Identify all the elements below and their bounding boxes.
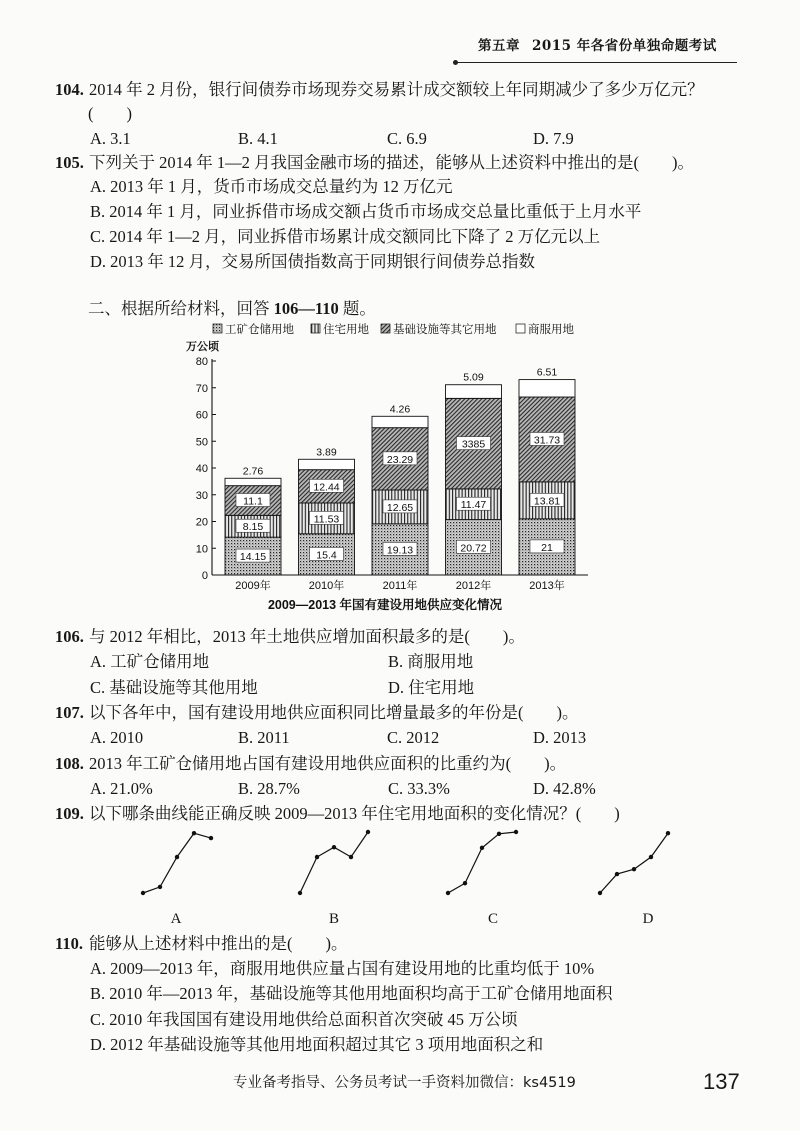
question-number: 106.	[55, 627, 84, 646]
y-tick-label: 20	[195, 516, 208, 529]
data-label-commercial: 2.76	[242, 465, 264, 478]
curve-point	[366, 830, 370, 834]
data-label-infrastructure: 12.44	[313, 481, 340, 494]
data-label-commercial: 4.26	[389, 403, 411, 416]
land-supply-stacked-bar-chart	[180, 318, 600, 616]
option-b: B. 2011	[238, 728, 290, 747]
running-header	[478, 36, 717, 56]
data-label-industrial: 19.13	[386, 544, 414, 557]
data-label-residential: 8.15	[242, 521, 264, 534]
option-b: B. 2010 年—2013 年，基础设施等其他用地面积均高于工矿仓储用地面积	[90, 984, 613, 1003]
curve-point	[615, 872, 619, 876]
question-text: 与 2012 年相比，2013 年土地供应增加面积最多的是( )。	[89, 627, 525, 646]
option-a: A. 3.1	[90, 129, 131, 148]
data-label-infrastructure: 11.1	[243, 495, 263, 508]
option-a: A. 2010	[90, 728, 144, 747]
legend-label-infrastructure: 基础设施等其它用地	[393, 324, 497, 336]
answer-blank: ( )	[88, 104, 132, 123]
chapter-label: 第五章	[478, 38, 520, 54]
question-110	[55, 934, 348, 954]
y-axis-label: 万公顷	[186, 341, 219, 353]
option-a: A. 21.0%	[90, 779, 153, 798]
data-label-residential: 13.81	[533, 495, 561, 508]
curve-point	[632, 867, 636, 871]
x-tick-label: 2013年	[529, 580, 565, 592]
option-a: A. 2009—2013 年，商服用地供应量占国有建设用地的比重均低于 10%	[90, 959, 595, 978]
question-text: 下列关于 2014 年 1—2 月我国金融市场的描述，能够从上述资料中推出的是( )。	[89, 153, 694, 172]
question-104	[55, 80, 704, 100]
data-label-infrastructure: 23.29	[386, 453, 414, 466]
curve-point	[315, 855, 319, 859]
y-tick-label: 0	[201, 570, 208, 582]
data-label-commercial: 5.09	[463, 371, 484, 384]
legend-label-residential: 住宅用地	[323, 324, 369, 336]
legend-swatch-infrastructure	[381, 324, 390, 333]
x-tick-label: 2010年	[308, 580, 345, 592]
question-108	[55, 754, 566, 774]
curve-point	[463, 881, 467, 885]
x-tick-label: 2009年	[235, 580, 271, 592]
footer-note: 专业备考指导、公务员考试一手资料加微信：ks4519	[233, 1075, 576, 1091]
y-tick-label: 10	[195, 543, 208, 556]
legend-swatch-industrial	[213, 324, 222, 333]
data-label-commercial: 3.89	[316, 446, 337, 459]
section-question-range: 106—110	[273, 299, 339, 318]
bar-segment-commercial	[519, 380, 575, 397]
question-text: 以下各年中，国有建设用地供应面积同比增量最多的年份是( )。	[89, 703, 579, 722]
option-c: C. 33.3%	[388, 779, 450, 798]
question-text: 能够从上述材料中推出的是( )。	[89, 934, 348, 953]
question-number: 109.	[55, 804, 84, 823]
curve-label-c: C	[487, 911, 498, 927]
data-label-infrastructure: 3385	[461, 438, 486, 451]
question-number: 105.	[55, 153, 84, 172]
chart-title: 2009—2013 年国有建设用地供应变化情况	[267, 598, 503, 612]
x-tick-label: 2011年	[382, 580, 418, 592]
curve-point	[332, 845, 336, 849]
legend-label-commercial: 商服用地	[528, 324, 574, 336]
question-106	[55, 627, 525, 647]
legend	[213, 322, 574, 336]
curve-label-a: A	[170, 911, 182, 927]
curve-point	[192, 831, 196, 835]
data-label-residential: 12.65	[386, 501, 414, 514]
curve-point	[349, 855, 353, 859]
option-d: D. 7.9	[533, 129, 574, 148]
question-number: 108.	[55, 754, 84, 773]
bar-segment-commercial	[225, 478, 281, 485]
legend-swatch-commercial	[516, 324, 525, 333]
question-text: 2014 年 2 月份，银行间债券市场现券交易累计成交额较上年同期减少了多少万亿元？	[89, 80, 704, 99]
option-c: C. 6.9	[387, 129, 427, 148]
data-label-industrial: 21	[541, 541, 553, 554]
question-105	[55, 153, 694, 173]
data-label-commercial: 6.51	[536, 366, 558, 379]
data-label-residential: 11.47	[460, 499, 487, 512]
curve-point	[598, 891, 602, 895]
header-rule-dot	[453, 60, 458, 65]
y-tick-label: 70	[195, 382, 208, 395]
option-a: A. 2013 年 1 月，货币市场成交总量约为 12 万亿元	[90, 177, 453, 196]
question-number: 104.	[55, 80, 84, 99]
curve-point	[175, 855, 179, 859]
y-tick-label: 50	[195, 436, 208, 449]
curve-point	[497, 832, 501, 836]
y-tick-label: 40	[195, 463, 208, 475]
section-heading-suffix: 题。	[338, 299, 376, 318]
curve-line-c	[448, 832, 516, 893]
page-number: 137	[703, 1069, 740, 1094]
curve-point	[514, 830, 518, 834]
question-107	[55, 703, 579, 723]
question-number: 107.	[55, 703, 84, 722]
data-label-industrial: 14.15	[239, 551, 267, 564]
bar-segment-commercial	[372, 416, 428, 427]
question-text: 2013 年工矿仓储用地占国有建设用地供应面积的比重约为( )。	[89, 754, 567, 773]
header-rule	[457, 62, 737, 63]
curve-point	[158, 885, 162, 889]
legend-swatch-residential	[311, 324, 320, 333]
curve-point	[666, 831, 670, 835]
option-d: D. 2012 年基础设施等其他用地面积超过其它 3 项用地面积之和	[90, 1035, 544, 1054]
section-heading-prefix: 二、根据所给材料，回答	[88, 299, 274, 318]
data-label-residential: 11.53	[313, 513, 340, 526]
data-label-industrial: 20.72	[460, 542, 487, 555]
curve-point	[480, 846, 484, 850]
option-b: B. 商服用地	[388, 652, 474, 671]
curve-label-d: D	[642, 911, 654, 927]
curve-line-a	[143, 833, 211, 893]
curve-line-d	[600, 833, 668, 893]
option-d: D. 住宅用地	[388, 678, 475, 697]
option-c: C. 2012	[387, 728, 440, 747]
curve-options-chart	[120, 818, 700, 904]
y-tick-label: 30	[195, 489, 208, 502]
question-text: 以下哪条曲线能正确反映 2009—2013 年住宅用地面积的变化情况？( )	[89, 804, 620, 823]
x-tick-label: 2012年	[455, 580, 492, 592]
header-title: 2015 年各省份单独命题考试	[532, 38, 717, 54]
option-c: C. 2014 年 1—2 月，同业拆借市场累计成交额同比下降了 2 万亿元以上	[90, 227, 601, 246]
option-d: D. 2013 年 12 月，交易所国债指数高于同期银行间债券总指数	[90, 252, 536, 271]
curve-point	[298, 891, 302, 895]
question-number: 110.	[55, 934, 83, 953]
y-tick-label: 80	[195, 356, 208, 368]
curve-point	[446, 891, 450, 895]
option-c: C. 2010 年我国国有建设用地供给总面积首次突破 45 万公顷	[90, 1010, 518, 1029]
y-tick-label: 60	[195, 409, 208, 422]
option-c: C. 基础设施等其他用地	[90, 678, 258, 697]
data-label-industrial: 15.4	[316, 549, 337, 562]
option-b: B. 4.1	[238, 129, 278, 148]
curve-line-b	[300, 832, 368, 893]
bar-segment-commercial	[446, 385, 502, 399]
section-heading	[88, 299, 376, 319]
legend-label-industrial: 工矿仓储用地	[225, 324, 294, 336]
curve-label-b: B	[328, 911, 339, 927]
curve-point	[209, 836, 213, 840]
curve-point	[141, 891, 145, 895]
bar-segment-commercial	[299, 459, 355, 469]
option-d: D. 42.8%	[533, 779, 596, 798]
data-label-infrastructure: 31.73	[533, 434, 561, 447]
curve-point	[649, 855, 653, 859]
option-b: B. 2014 年 1 月，同业拆借市场成交额占货币市场成交总量比重低于上月水平	[90, 202, 642, 221]
option-b: B. 28.7%	[238, 779, 300, 798]
option-d: D. 2013	[533, 728, 587, 747]
option-a: A. 工矿仓储用地	[90, 652, 210, 671]
